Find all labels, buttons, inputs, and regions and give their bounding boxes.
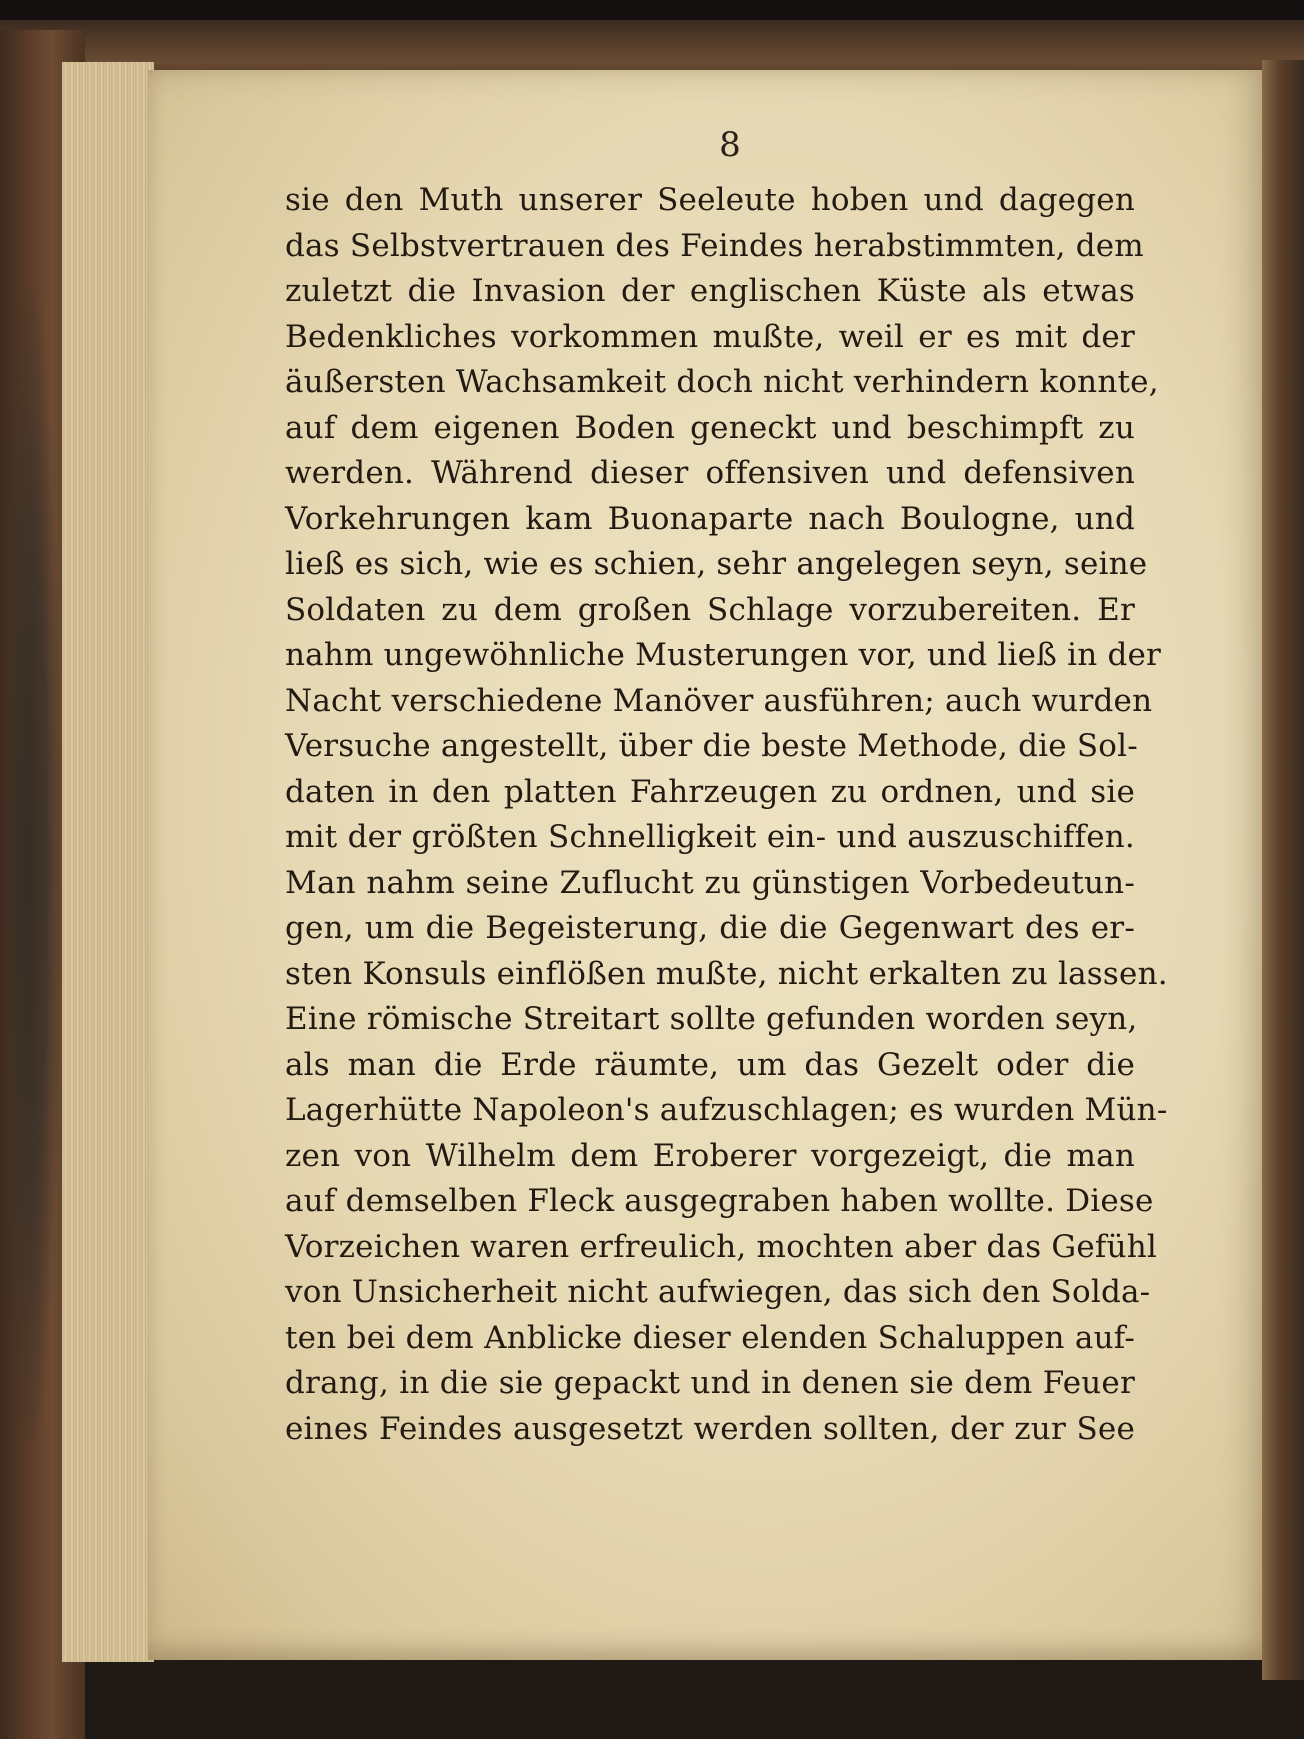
text-line: drang, in die sie gepackt und in denen sie dem Feuer xyxy=(285,1365,1135,1401)
text-line: Soldaten zu dem großen Schlage vorzubereiten. Er xyxy=(285,591,1135,628)
text-line: äußersten Wachsamkeit doch nicht verhindern konnte, xyxy=(285,364,1159,400)
text-line: sten Konsuls einflößen mußte, nicht erkalten zu lassen. xyxy=(285,955,1168,992)
text-line: Eine römische Streitart sollte gefunden worden seyn, xyxy=(285,1001,1138,1037)
page-number: 8 xyxy=(719,125,741,165)
text-line: ließ es sich, wie es schien, sehr angelegen seyn, seine xyxy=(285,546,1148,582)
text-line: als man die Erde räumte, um das Gezelt oder die xyxy=(285,1046,1135,1083)
text-line: Man nahm seine Zuflucht zu günstigen Vorbedeutun- xyxy=(285,864,1135,901)
text-line: Bedenkliches vorkommen mußte, weil er es mit der xyxy=(285,318,1135,355)
text-line: Versuche angestellt, über die beste Methode, die Sol- xyxy=(285,728,1138,764)
page-body-text xyxy=(285,178,1168,1452)
text-line: sie den Muth unserer Seeleute hoben und dagegen xyxy=(285,182,1135,218)
text-line: eines Feindes ausgesetzt werden sollten, der zur See xyxy=(285,1410,1135,1447)
text-line: Vorzeichen waren erfreulich, mochten aber das Gefühl xyxy=(285,1228,1158,1265)
text-line: nahm ungewöhnliche Musterungen vor, und ließ in der xyxy=(285,637,1162,673)
text-line: auf demselben Fleck ausgegraben haben wollte. Diese xyxy=(285,1183,1154,1219)
text-line: von Unsicherheit nicht aufwiegen, das sich den Solda- xyxy=(285,1274,1151,1310)
text-line: werden. Während dieser offensiven und defensiven xyxy=(285,455,1135,491)
text-line: auf dem eigenen Boden geneckt und beschimpft zu xyxy=(285,409,1135,446)
text-line: Nacht verschiedene Manöver ausführen; auch wurden xyxy=(285,682,1153,719)
text-line: zuletzt die Invasion der englischen Küste als etwas xyxy=(285,273,1135,309)
text-line: zen von Wilhelm dem Eroberer vorgezeigt, die man xyxy=(285,1137,1135,1174)
text-line: daten in den platten Fahrzeugen zu ordnen, und sie xyxy=(285,773,1135,810)
page-stack-edge xyxy=(62,62,154,1662)
text-line: Lagerhütte Napoleon's aufzuschlagen; es wurden Mün- xyxy=(285,1092,1168,1128)
text-line: gen, um die Begeisterung, die die Gegenwart des er- xyxy=(285,910,1135,946)
text-line: mit der größten Schnelligkeit ein- und auszuschiffen. xyxy=(285,819,1135,855)
text-line: das Selbstvertrauen des Feindes herabstimmten, dem xyxy=(285,227,1144,264)
facing-page-edge xyxy=(1262,60,1304,1680)
text-line: ten bei dem Anblicke dieser elenden Schaluppen auf- xyxy=(285,1319,1135,1356)
text-line: Vorkehrungen kam Buonaparte nach Boulogne, und xyxy=(285,500,1135,537)
